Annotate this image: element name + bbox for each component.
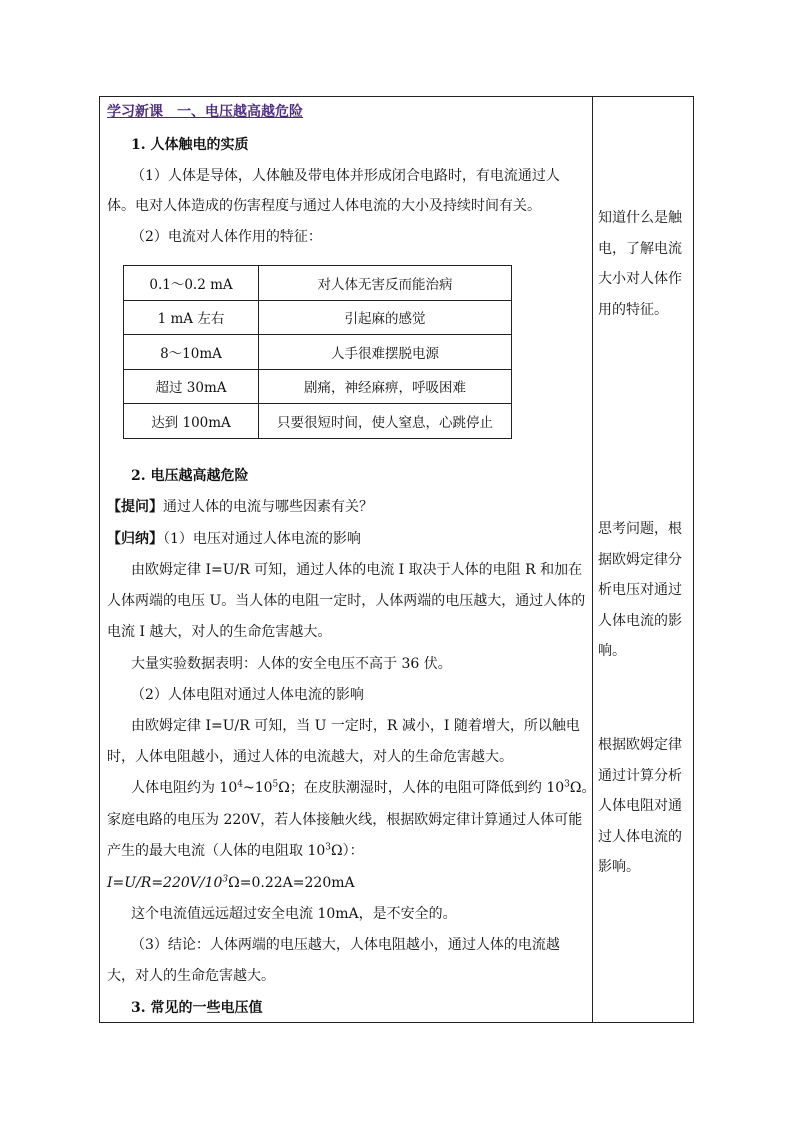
table-row bbox=[124, 266, 512, 301]
note-line: 影响。 bbox=[598, 859, 640, 876]
note-line: 思考问题，根 bbox=[598, 521, 682, 537]
question-tag: 【提问】 bbox=[107, 499, 163, 515]
summary-tag: 【归纳】 bbox=[107, 531, 163, 547]
s2-line: （3）结论：人体两端的电压越大，人体电阻越小，通过人体的电流越 bbox=[131, 937, 560, 953]
table-row bbox=[124, 369, 512, 404]
note-line: 人体电阻对通 bbox=[598, 798, 682, 815]
exponent: 3 bbox=[222, 874, 229, 885]
table-row bbox=[124, 300, 512, 335]
note-3 bbox=[598, 730, 690, 883]
note-line: 析电压对通过 bbox=[598, 582, 682, 599]
s2-line: 大量实验数据表明：人体的安全电压不高于 36 伏。 bbox=[131, 656, 452, 672]
s2-line-resistance bbox=[131, 773, 596, 803]
current-cell: 达到 100mA bbox=[124, 404, 259, 439]
s1-p1-line2: 体。电对人体造成的伤害程度与通过人体电流的大小及持续时间有关。 bbox=[107, 198, 541, 214]
text-part: ~10 bbox=[243, 780, 273, 796]
note-1 bbox=[598, 203, 690, 325]
note-line: 响。 bbox=[598, 643, 626, 660]
s2-line: 由欧姆定律 I=U/R 可知，当 U 一定时，R 减小，I 随着增大，所以触电 bbox=[131, 718, 580, 734]
s1-heading: 1. 人体触电的实质 bbox=[131, 137, 249, 153]
table-row bbox=[124, 404, 512, 439]
s2-line: 这个电流值远远超过安全电流 10mA，是不安全的。 bbox=[131, 906, 457, 922]
effect-cell: 只要很短时间，使人窒息，心跳停止 bbox=[259, 404, 512, 439]
s2-line: 时，人体电阻越小，通过人体的电流越大，对人的生命危害越大。 bbox=[107, 749, 513, 765]
s2-formula bbox=[107, 868, 355, 898]
note-line: 用的特征。 bbox=[598, 301, 668, 318]
effect-cell: 剧痛，神经麻痹，呼吸困难 bbox=[259, 369, 512, 404]
s2-line: 由欧姆定律 I=U/R 可知，通过人体的电流 I 取决于人体的电阻 R 和加在 bbox=[131, 562, 583, 578]
summary-text: （1）电压对通过人体电流的影响 bbox=[163, 531, 361, 547]
effect-cell: 对人体无害反而能治病 bbox=[259, 266, 512, 301]
s1-p2: （2）电流对人体作用的特征： bbox=[131, 229, 322, 245]
current-cell: 8～10mA bbox=[124, 335, 259, 370]
s1-p1-line1: （1）人体是导体，人体触及带电体并形成闭合电路时，有电流通过人 bbox=[131, 168, 560, 184]
current-cell: 1 mA 左右 bbox=[124, 300, 259, 335]
s2-line: 人体两端的电压 U。当人体的电阻一定时，人体两端的电压越大，通过人体的 bbox=[107, 593, 586, 609]
exponent: 5 bbox=[272, 779, 279, 790]
text-part: Ω）： bbox=[331, 843, 364, 859]
text-part: I=U/R=220V/10 bbox=[107, 875, 223, 891]
note-line: 根据欧姆定律 bbox=[598, 737, 682, 753]
s3-heading: 3. 常见的一些电压值 bbox=[131, 1000, 263, 1016]
current-effect-table bbox=[123, 265, 512, 439]
s2-line: 电流 I 越大，对人的生命危害越大。 bbox=[107, 624, 332, 640]
s2-line: （2）人体电阻对通过人体电流的影响 bbox=[131, 687, 364, 703]
section-title: 学习新课 一、电压越高越危险 bbox=[107, 104, 303, 120]
note-line: 知道什么是触 bbox=[598, 210, 682, 226]
s2-summary bbox=[107, 524, 361, 554]
text-part: Ω=0.22A=220mA bbox=[228, 875, 355, 891]
s2-line: 大，对人的生命危害越大。 bbox=[107, 968, 275, 984]
s2-question bbox=[107, 492, 373, 522]
note-line: 据欧姆定律分 bbox=[598, 551, 682, 568]
effect-cell: 引起麻的感觉 bbox=[259, 300, 512, 335]
text-part: Ω；在皮肤潮湿时，人体的电阻可降低到约 10 bbox=[278, 780, 565, 796]
note-line: 过人体电流的 bbox=[598, 828, 682, 845]
note-line: 人体电流的影 bbox=[598, 612, 682, 629]
column-divider bbox=[592, 96, 593, 1023]
s2-line-max-current bbox=[107, 836, 364, 866]
text-part: 人体电阻约为 10 bbox=[131, 780, 238, 796]
note-2 bbox=[598, 514, 690, 667]
question-text: 通过人体的电流与哪些因素有关？ bbox=[163, 499, 373, 515]
exponent: 4 bbox=[237, 779, 243, 790]
current-cell: 超过 30mA bbox=[124, 369, 259, 404]
s2-heading: 2. 电压越高越危险 bbox=[131, 468, 249, 484]
text-part: Ω。 bbox=[569, 780, 596, 796]
s2-line: 家庭电路的电压为 220V，若人体接触火线，根据欧姆定律计算通过人体可能 bbox=[107, 812, 583, 828]
current-cell: 0.1～0.2 mA bbox=[124, 266, 259, 301]
note-line: 大小对人体作 bbox=[598, 271, 682, 288]
text-part: 产生的最大电流（人体的电阻取 10 bbox=[107, 843, 326, 859]
note-line: 通过计算分析 bbox=[598, 767, 682, 784]
exponent: 3 bbox=[325, 842, 331, 853]
effect-cell: 人手很难摆脱电源 bbox=[259, 335, 512, 370]
table-row bbox=[124, 335, 512, 370]
note-line: 电，了解电流 bbox=[598, 240, 682, 257]
exponent: 3 bbox=[564, 779, 570, 790]
